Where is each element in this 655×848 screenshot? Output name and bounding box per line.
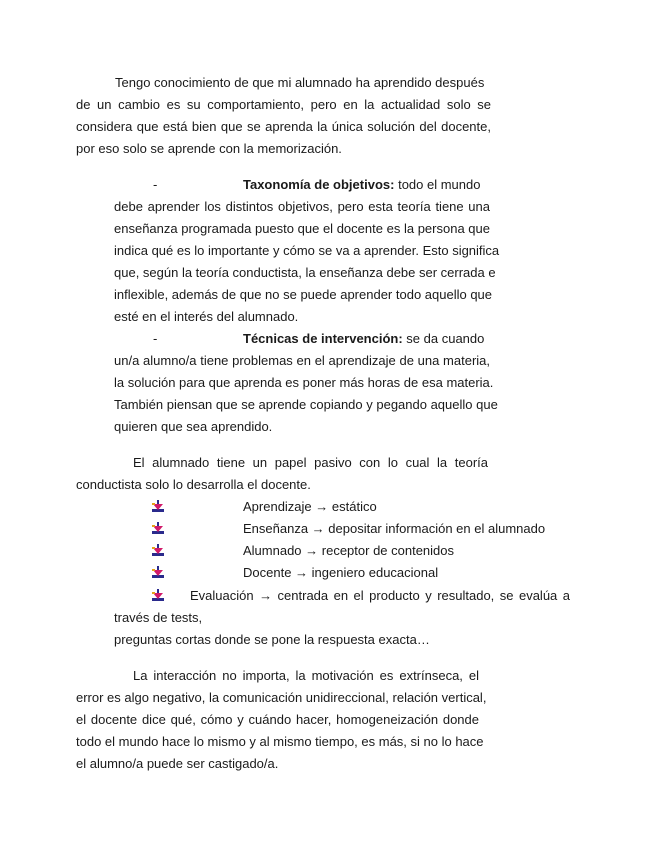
item1-line-2: enseñanza programada puesto que el docente es la persona que	[114, 221, 490, 236]
bullet-arrow-icon	[151, 566, 165, 580]
para1-line-3: considera que está bien que se aprenda la única solución del docente,	[76, 119, 491, 134]
para3-line-5: el alumno/a puede ser castigado/a.	[76, 756, 279, 771]
bullet-item-4: Docente → ingeniero educacional	[243, 565, 439, 580]
item2-line-4: quieren que sea aprendido.	[114, 419, 273, 434]
para3-line-4: todo el mundo hace lo mismo y al mismo tiempo, es más, si no lo hace	[76, 734, 484, 749]
item2-line-3: También piensan que se aprende copiando y pegando aquello que	[114, 397, 498, 412]
para3-line-3: el docente dice qué, cómo y cuándo hacer, homogeneización donde	[76, 712, 479, 727]
bullet-item-5-line-1: Evaluación → centrada en el producto y resultado, se evalúa a	[190, 588, 570, 603]
para3-line-1: La interacción no importa, la motivación es extrínseca, el	[133, 668, 479, 683]
item1-line-6: esté en el interés del alumnado.	[114, 309, 299, 324]
para1-line-2: de un cambio es su comportamiento, pero en la actualidad solo se	[76, 97, 491, 112]
bullet-item-3: Alumnado → receptor de contenidos	[243, 543, 455, 558]
item1-line-4: que, según la teoría conductista, la enseñanza debe ser cerrada e	[114, 265, 496, 280]
item2-first-rest: se da cuando	[406, 331, 485, 346]
para2-line-2: conductista solo lo desarrolla el docente.	[76, 477, 311, 492]
para3-line-2: error es algo negativo, la comunicación unidireccional, relación vertical,	[76, 690, 487, 705]
para1-line-4: por eso solo se aprende con la memorización.	[76, 141, 342, 156]
item2-title: Técnicas de intervención:	[243, 331, 403, 346]
item1-first-rest: todo el mundo	[398, 177, 481, 192]
bullet-item-1: Aprendizaje → estático	[243, 499, 377, 514]
para1-line-1: Tengo conocimiento de que mi alumnado ha aprendido después	[115, 75, 485, 90]
bullet-item-2: Enseñanza → depositar información en el alumnado	[243, 521, 546, 536]
item2-heading	[243, 331, 484, 347]
bullet-item-5-line-2: través de tests,	[114, 610, 203, 625]
para2-line-1: El alumnado tiene un papel pasivo con lo cual la teoría	[133, 455, 488, 470]
bullet-arrow-icon	[151, 589, 165, 603]
item2-dash: -	[153, 331, 158, 346]
item1-dash: -	[153, 177, 158, 192]
bullet-arrow-icon	[151, 522, 165, 536]
item1-line-3: indica qué es lo importante y cómo se va a aprender. Esto significa	[114, 243, 500, 258]
item1-line-1: debe aprender los distintos objetivos, pero esta teoría tiene una	[114, 199, 490, 214]
item1-heading	[243, 177, 480, 193]
bullet-arrow-icon	[151, 544, 165, 558]
bullet-item-5-line-3: preguntas cortas donde se pone la respuesta exacta…	[114, 632, 430, 647]
item2-line-2: la solución para que aprenda es poner más horas de esa materia.	[114, 375, 494, 390]
item1-line-5: inflexible, además de que no se puede aprender todo aquello que	[114, 287, 493, 302]
item1-title: Taxonomía de objetivos:	[243, 177, 395, 192]
bullet-arrow-icon	[151, 500, 165, 514]
item2-line-1: un/a alumno/a tiene problemas en el aprendizaje de una materia,	[114, 353, 490, 368]
